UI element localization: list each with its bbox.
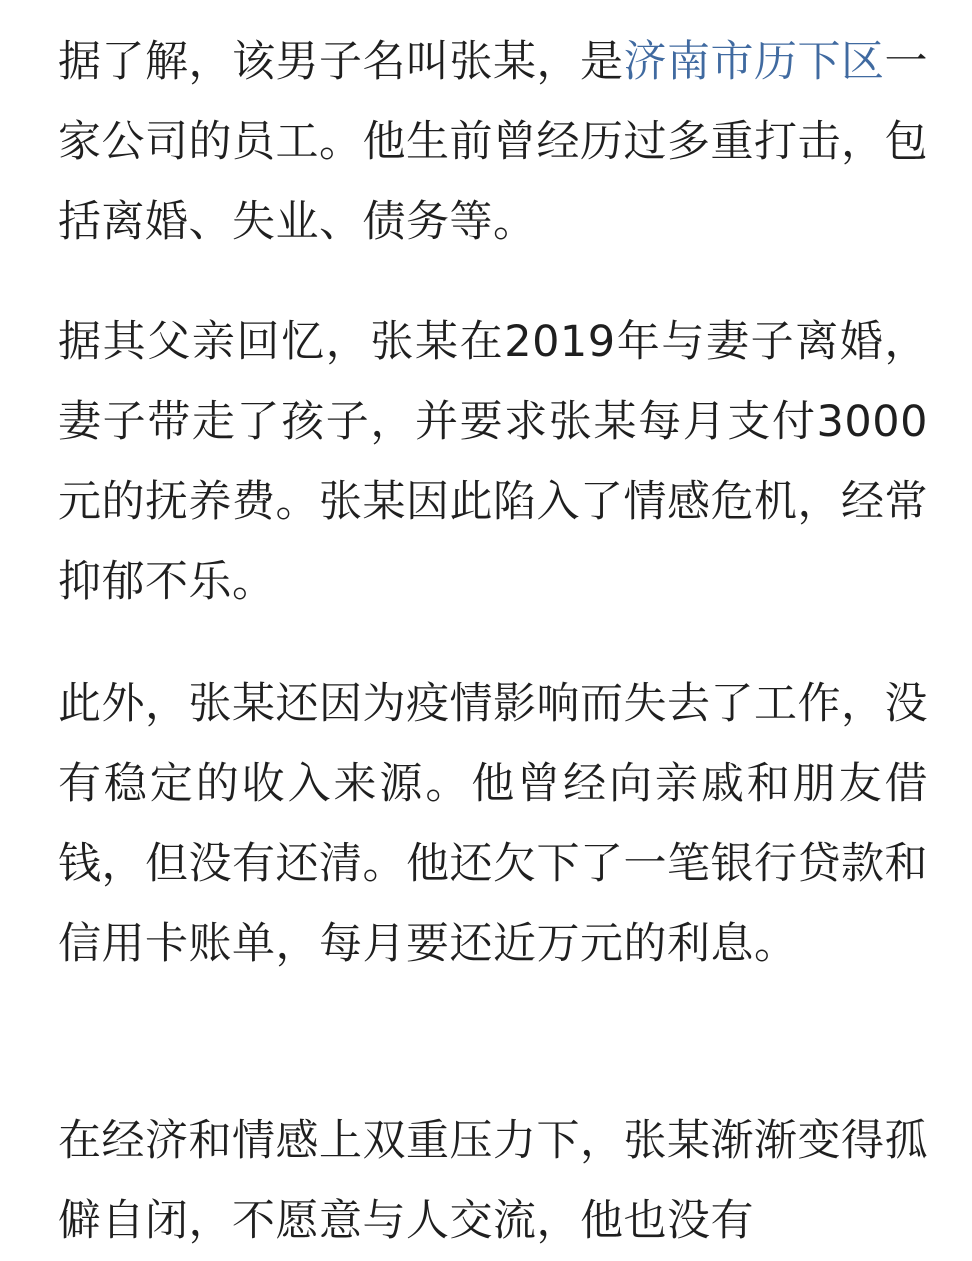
paragraph-intro-text-before: 据了解，该男子名叫张某，是 — [58, 37, 624, 87]
paragraph-father-recollection: 据其父亲回忆，张某在2019年与妻子离婚，妻子带走了孩子，并要求张某每月支付3000元的抚养费。张某因此陷入了情感危机，经常抑郁不乐。 — [58, 317, 928, 607]
paragraph-pressure: 在经济和情感上双重压力下，张某渐渐变得孤僻自闭，不愿意与人交流，他也没有 — [58, 1116, 928, 1246]
location-link[interactable]: 济南市历下区 — [623, 37, 885, 87]
paragraph-intro-text-after: 一家公司的员工。他生前曾经历过多重打击，包括离婚、失业、债务等。 — [58, 37, 928, 247]
paragraph-intro — [58, 22, 928, 262]
paragraph-job-and-debts: 此外，张某还因为疫情影响而失去了工作，没有稳定的收入来源。他曾经向亲戚和朋友借钱，但没有还清。他还欠下了一笔银行贷款和信用卡账单，每月要还近万元的利息。 — [58, 679, 928, 969]
